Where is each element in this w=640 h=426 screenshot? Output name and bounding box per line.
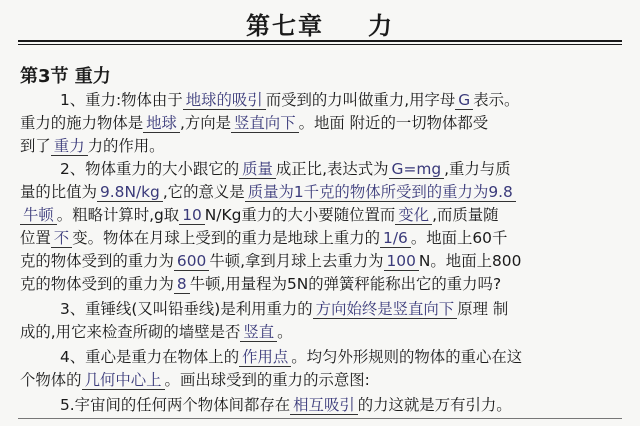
q2-text: 成正比,表达式为 (275, 160, 389, 178)
q2-answer-9: 600 (174, 252, 209, 271)
q2-text: N。地面上800 (418, 252, 522, 270)
q2-answer-1: 质量 (239, 160, 276, 179)
q1-text: 到了 (20, 137, 51, 155)
q1-text: 力的作用。 (87, 137, 165, 155)
q4-answer-2: 几何中心上 (82, 371, 165, 390)
q2-text: ,它的意义是 (162, 183, 245, 201)
q2-text: 。粗略计算时,g取 (56, 206, 180, 224)
q2-text: 量的比值为 (20, 183, 97, 201)
q5-line-1 (60, 394, 512, 416)
q2-line-4 (20, 227, 507, 249)
q1-answer-3: 地球 (143, 114, 180, 133)
q4-text: 4、重心是重力在物体上的 (60, 348, 240, 366)
q2-answer-4: 质量为1千克的物体所受到的重力为9.8 (245, 183, 516, 202)
q3-text: 3、重锤线(又叫铅垂线)是利用重力的 (60, 300, 313, 318)
q1-answer-5: 重力 (51, 137, 88, 156)
q1-text: 而受到的力叫做重力,用字母 (265, 91, 456, 109)
q1-line-2 (20, 112, 488, 134)
chapter-title (0, 6, 640, 41)
q1-answer-2: G (455, 91, 473, 110)
q2-answer-2: G=mg (389, 160, 445, 179)
q2-line-2 (20, 181, 516, 203)
q4-text: 。画出球受到的重力的示意图: (164, 371, 370, 389)
q2-text: ,而质量随 (432, 206, 499, 224)
q2-text: 。地面上60千 (410, 229, 508, 247)
q2-answer-11: 8 (174, 275, 190, 294)
q3-text: 成的,用它来检查所砌的墙壁是否 (20, 323, 241, 341)
q3-line-1 (60, 298, 508, 320)
chapter-title-text-2: 力 (368, 12, 394, 40)
title-rule-thin (18, 44, 622, 45)
q3-text: 原理 制 (457, 300, 509, 318)
q2-text: 克的物体受到的重力为 (20, 252, 174, 270)
q2-text: 克的物体受到的重力为 (20, 275, 174, 293)
q3-line-2 (20, 321, 293, 343)
q2-answer-4-cont: 牛顿 (20, 206, 57, 225)
title-rule (18, 40, 622, 42)
q4-answer-1: 作用点 (239, 348, 291, 367)
q2-line-3 (20, 204, 499, 226)
q1-answer-1: 地球的吸引 (183, 91, 266, 110)
q2-text: ,重力与质 (444, 160, 511, 178)
q4-text: 。均匀外形规则的物体的重心在这 (291, 348, 523, 366)
q1-text: 1、重力:物体由于 (60, 91, 183, 109)
q3-answer-2: 竖直 (240, 323, 277, 342)
q2-text: N/Kg重力的大小要随位置而 (204, 206, 396, 224)
q2-answer-6: 变化 (395, 206, 432, 225)
q3-answer-1: 方向始终是竖直向下 (313, 300, 458, 319)
q5-text: 的力这就是万有引力。 (357, 396, 512, 414)
section-title: 第3节 重力 (20, 66, 111, 87)
q2-answer-7: 不 (51, 229, 72, 248)
q3-text: 。 (277, 323, 293, 341)
q1-text: 重力的施力物体是 (20, 114, 144, 132)
q2-text: 牛顿,用量程为5N的弹簧秤能称出它的重力吗? (189, 275, 502, 293)
q1-answer-4: 竖直向下 (231, 114, 299, 133)
q1-line-3 (20, 135, 165, 157)
q2-answer-3: 9.8N/kg (97, 183, 163, 202)
q2-text: 2、物体重力的大小跟它的 (60, 160, 240, 178)
q2-line-1 (60, 158, 511, 180)
q5-text: 5.宇宙间的任何两个物体间都存在 (60, 396, 291, 414)
q2-answer-8: 1/6 (380, 229, 411, 248)
q1-line-1 (60, 89, 519, 111)
q2-text: 牛顿,拿到月球上去重力为 (209, 252, 384, 270)
q2-text: 位置 (20, 229, 51, 247)
chapter-title-text: 第七章 (246, 12, 324, 40)
q2-answer-5: 10 (179, 206, 205, 225)
q2-answer-10: 100 (384, 252, 419, 271)
q2-line-5 (20, 250, 521, 272)
q4-line-2 (20, 369, 370, 391)
q1-text: ,方向是 (179, 114, 232, 132)
bottom-rule (18, 418, 622, 419)
q1-text: 。地面 附近的一切物体都受 (298, 114, 489, 132)
q4-line-1 (60, 346, 522, 368)
q4-text: 个物体的 (20, 371, 82, 389)
q2-text: 变。物体在月球上受到的重力是地球上重力的 (72, 229, 381, 247)
q2-line-6 (20, 273, 501, 295)
q1-text: 表示。 (473, 91, 520, 109)
q5-answer-1: 相互吸引 (290, 396, 358, 415)
